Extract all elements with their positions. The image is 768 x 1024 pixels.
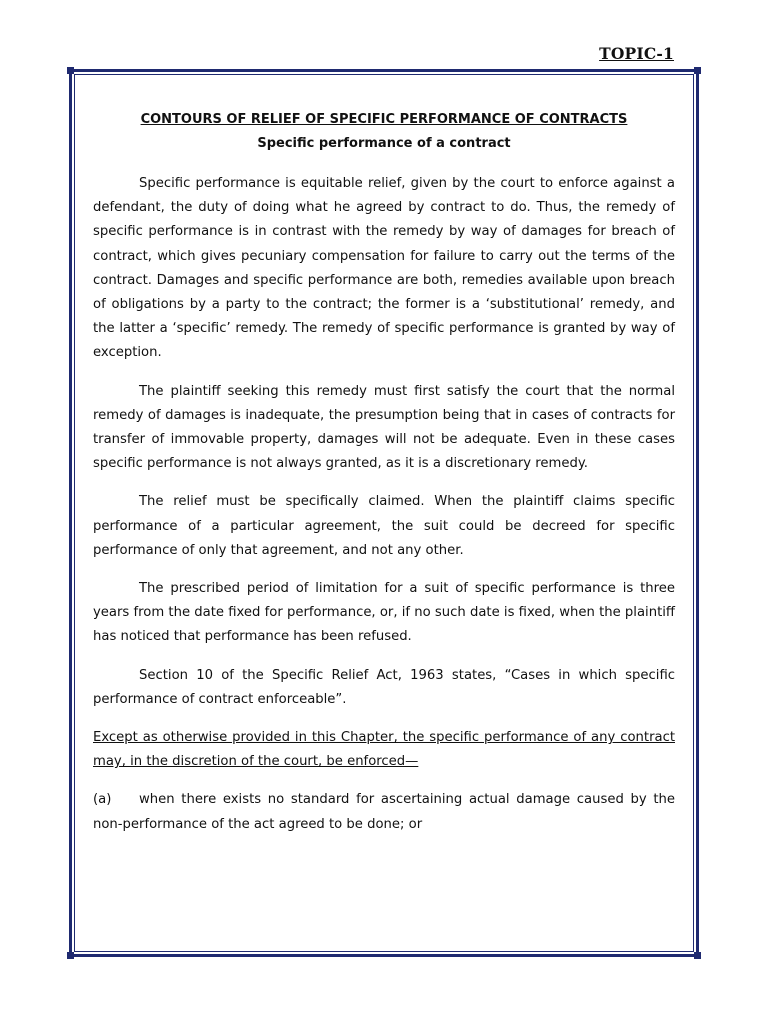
paragraph: The relief must be specifically claimed. When the plaintiff claims specific performance of a particular agreement, the suit could be decreed for specific performance of only that agreement, and not any other. bbox=[93, 494, 675, 558]
document-subtitle: Specific performance of a contract bbox=[257, 136, 511, 151]
document-body bbox=[93, 110, 675, 837]
paragraph: Section 10 of the Specific Relief Act, 1963 states, “Cases in which specific performance of contract enforceable”. bbox=[93, 667, 675, 707]
topic-label: TOPIC-1 bbox=[599, 44, 674, 63]
list-item-marker: (a) bbox=[93, 792, 112, 808]
list-item bbox=[93, 788, 675, 836]
document-title: CONTOURS OF RELIEF OF SPECIFIC PERFORMANCE OF CONTRACTS bbox=[140, 112, 628, 127]
paragraph: The prescribed period of limitation for a suit of specific performance is three years from the date fixed for performance, or, if no such date is fixed, when the plaintiff has noticed that performance has been refused. bbox=[93, 581, 675, 645]
border-corner bbox=[694, 952, 701, 959]
border-corner bbox=[67, 67, 74, 74]
section-intro: Except as otherwise provided in this Chapter, the specific performance of any contract may, in the discretion of the court, be enforced— bbox=[93, 730, 675, 770]
paragraph: The plaintiff seeking this remedy must first satisfy the court that the normal remedy of damages is inadequate, the presumption being that in cases of contracts for transfer of immovable property, damages will not be adequate. Even in these cases specific performance is not always granted, as it is a discretionary remedy. bbox=[93, 383, 675, 472]
border-corner bbox=[694, 67, 701, 74]
paragraph: Specific performance is equitable relief, given by the court to enforce against a defendant, the duty of doing what he agreed by contract to do. Thus, the remedy of specific performance is in contrast with the remedy by way of damages for breach of contract, which gives pecuniary compensation for failure to carry out the terms of the contract. Damages and specific performance are both, remedies available upon breach of obligations by a party to the contract; the former is a ‘substitutional’ remedy, and the latter a ‘specific’ remedy. The remedy of specific performance is granted by way of exception. bbox=[93, 176, 675, 361]
border-corner bbox=[67, 952, 74, 959]
list-item-text: when there exists no standard for ascertaining actual damage caused by the non-performance of the act agreed to be done; or bbox=[93, 792, 675, 832]
